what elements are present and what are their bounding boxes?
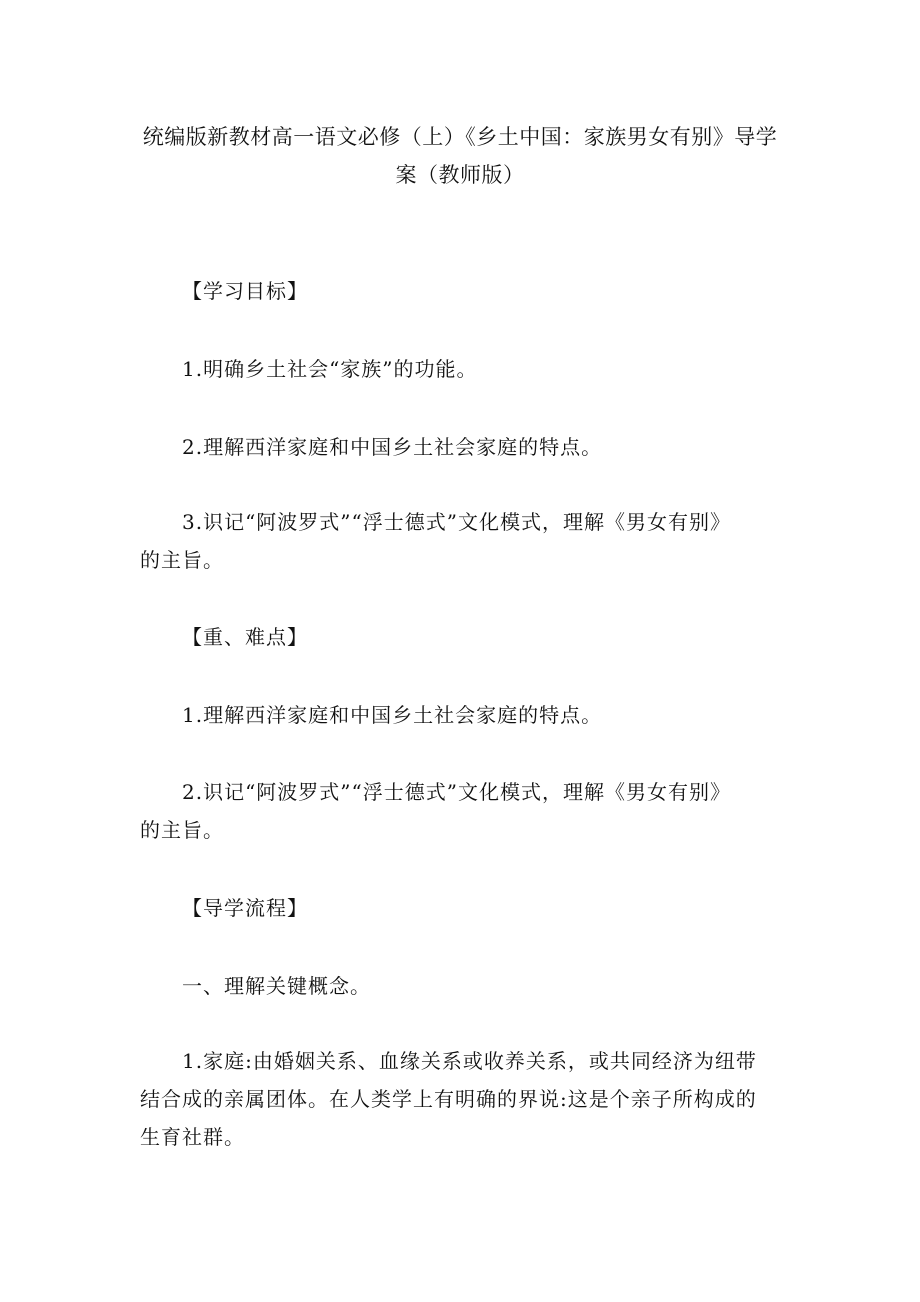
objective-item-3-line-2: 的主旨。 — [140, 548, 224, 572]
key-point-item-2 — [140, 773, 780, 849]
title-line-2: 案（教师版） — [395, 163, 525, 187]
objective-item-2: 2.理解西洋家庭和中国乡土社会家庭的特点。 — [182, 435, 603, 459]
objective-item-3 — [140, 503, 780, 579]
objectives-heading: 【学习目标】 — [182, 279, 308, 303]
concept-item-1-line-3: 生育社群。 — [140, 1125, 245, 1149]
key-point-item-2-line-1: 2.识记“阿波罗式”“浮士德式”文化模式，理解《男女有别》 — [182, 780, 731, 804]
key-point-item-1: 1.理解西洋家庭和中国乡土社会家庭的特点。 — [182, 703, 603, 727]
concept-item-1-line-2: 结合成的亲属团体。在人类学上有明确的界说:这是个亲子所构成的 — [140, 1087, 757, 1111]
key-points-heading: 【重、难点】 — [182, 625, 308, 649]
key-point-item-2-line-2: 的主旨。 — [140, 818, 224, 842]
objective-item-1: 1.明确乡土社会“家族”的功能。 — [182, 357, 478, 381]
objective-item-3-line-1: 3.识记“阿波罗式”“浮士德式”文化模式，理解《男女有别》 — [182, 510, 731, 534]
process-heading: 【导学流程】 — [182, 896, 308, 920]
concept-item-1-line-1: 1.家庭:由婚姻关系、血缘关系或收养关系，或共同经济为纽带 — [182, 1049, 757, 1073]
step-1-heading: 一、理解关键概念。 — [182, 974, 371, 998]
title-line-1: 统编版新教材高一语文必修（上）《乡土中国：家族男女有别》导学 — [142, 125, 778, 149]
concept-item-1 — [140, 1042, 780, 1156]
document-title — [140, 118, 780, 194]
